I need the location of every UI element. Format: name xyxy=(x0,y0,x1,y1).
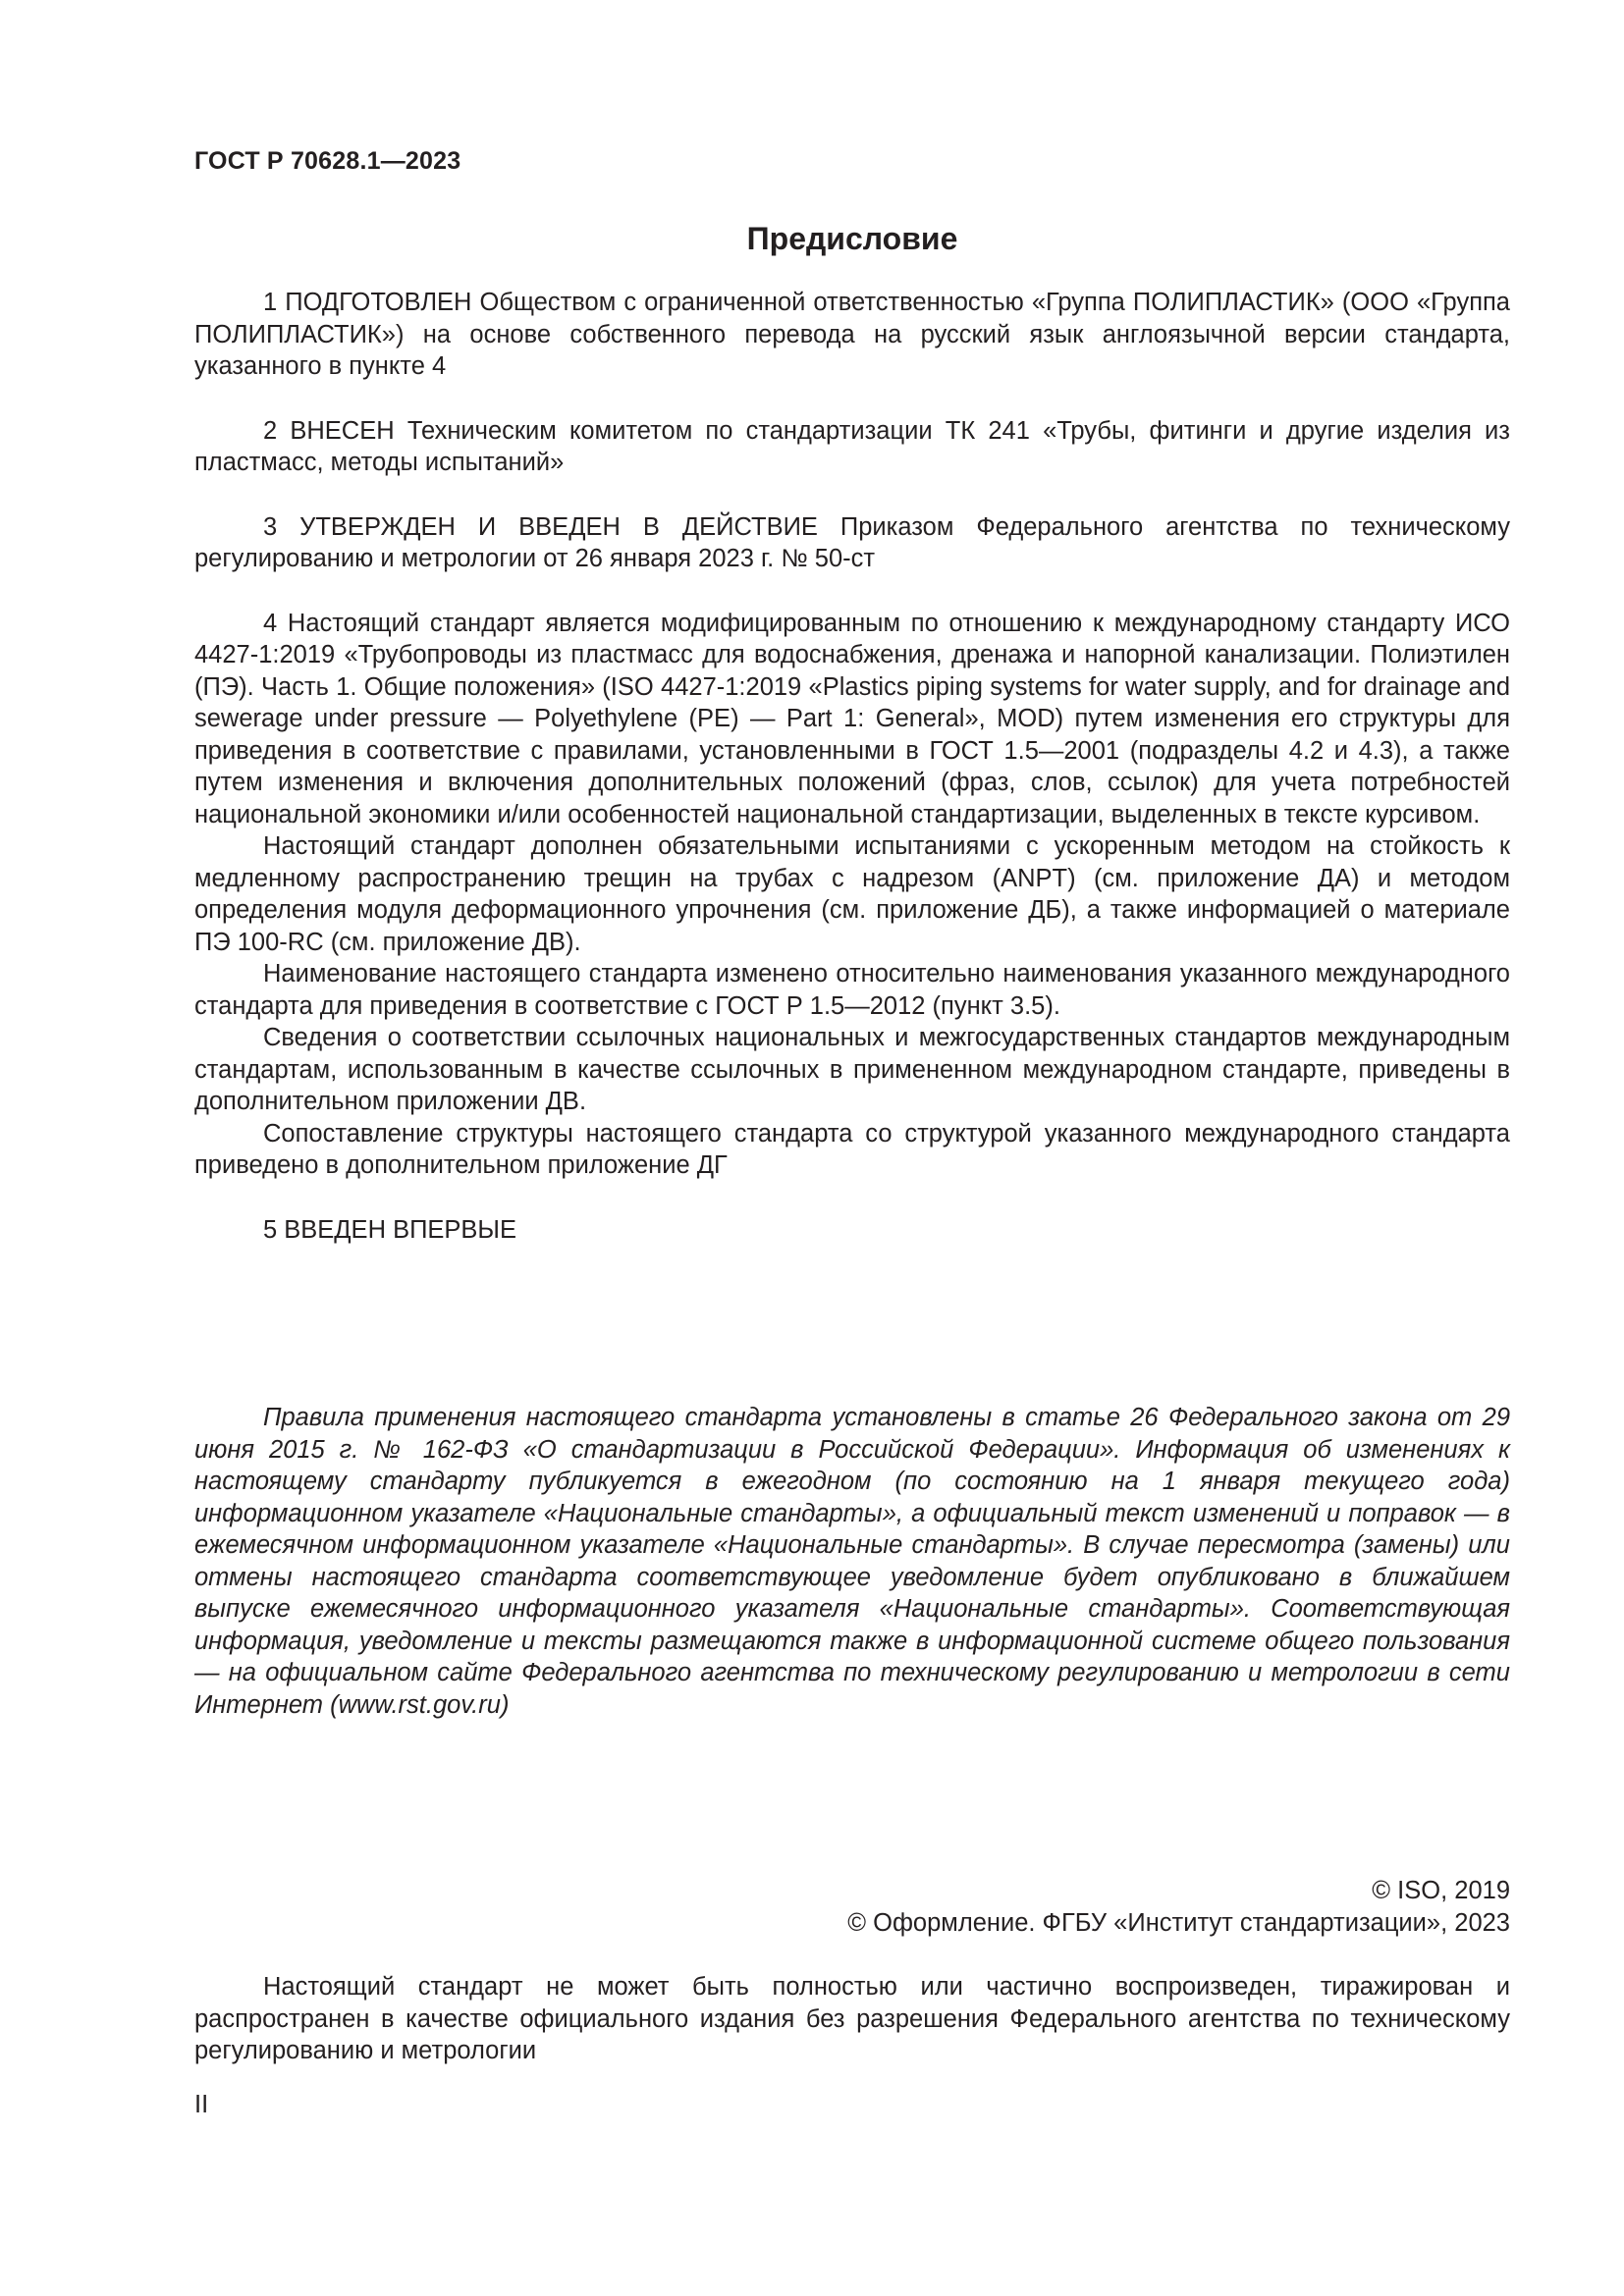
reproduction-notice-text: Настоящий стандарт не может быть полностью или частично воспроизведен, тиражирован и распространен в качестве официального издания без разрешения Федерального агентства по техническому регулированию и метрологии xyxy=(194,1973,1510,2064)
copyright-iso: © ISO, 2019 xyxy=(1372,1877,1510,1904)
foreword-item-3: 3 УТВЕРЖДЕН И ВВЕДЕН В ДЕЙСТВИЕ Приказом Федерального агентства по техническому регулированию и метрологии от 26 января 2023 г. № 50-ст xyxy=(194,512,1510,572)
foreword-item-1: 1 ПОДГОТОВЛЕН Обществом с ограниченной ответственностью «Группа ПОЛИПЛАСТИК» (ООО «Группа ПОЛИПЛАСТИК») на основе собственного перевода на русский язык англоязычной версии стандарта, указанного в пункте 4 xyxy=(194,289,1510,380)
reproduction-notice xyxy=(194,1971,1510,2067)
foreword-item-5: 5 ВВЕДЕН ВПЕРВЫЕ xyxy=(263,1215,517,1244)
foreword-item-4-supplement: Настоящий стандарт дополнен обязательными испытаниями с ускоренным методом на стойкость к медленному распространению трещин на трубах с надрезом (ANPT) (см. приложение ДА) и методом определения модуля деформационного упрочнения (см. приложение ДБ), а также информацией о материале ПЭ 100-RC (см. приложение ДВ). xyxy=(194,832,1510,956)
foreword-item-4-structure: Сопоставление структуры настоящего стандарта со структурой указанного международного стандарта приведено в дополнительном приложение ДГ xyxy=(194,1119,1510,1179)
foreword-item-4-title-change: Наименование настоящего стандарта изменено относительно наименования указанного международного стандарта для приведения в соответствие с ГОСТ Р 1.5—2012 (пункт 3.5). xyxy=(194,960,1510,1020)
copyright-block xyxy=(194,1875,1510,1939)
page-number: II xyxy=(194,2091,209,2118)
document-code: ГОСТ Р 70628.1—2023 xyxy=(194,147,461,175)
rules-note xyxy=(194,1402,1510,1721)
page-title: Предисловие xyxy=(746,221,958,256)
rules-note-text: Правила применения настоящего стандарта установлены в статье 26 Федерального закона от 29 июня 2015 г. № 162-ФЗ «О стандартизации в Российской Федерации». Информация об изменениях к настоящему стандарту публикуется в ежегодном (по состоянию на 1 января текущего года) информационном указателе «Национальные стандарты», а официальный текст изменений и поправок — в ежемесячном информационном указателе «Национальные стандарты». В случае пересмотра (замены) или отмены настоящего стандарта соответствующее уведомление будет опубликовано в ближайшем выпуске ежемесячного информационного указателя «Национальные стандарты». Соответствующая информация, уведомление и тексты размещаются также в информационной системе общего пользования — на официальном сайте Федерального агентства по техническому регулированию и метрологии в сети Интернет (www.rst.gov.ru) xyxy=(194,1404,1510,1719)
foreword-item-2: 2 ВНЕСЕН Техническим комитетом по стандартизации ТК 241 «Трубы, фитинги и другие изделия из пластмасс, методы испытаний» xyxy=(194,416,1510,476)
copyright-design: © Оформление. ФГБУ «Институт стандартизации», 2023 xyxy=(847,1908,1510,1937)
foreword-item-4-references: Сведения о соответствии ссылочных национальных и межгосударственных стандартов международным стандартам, использованным в качестве ссылочных в примененном международном стандарте, приведены в дополнительном приложении ДВ. xyxy=(194,1024,1510,1115)
foreword-body xyxy=(194,287,1510,1246)
foreword-item-4: 4 Настоящий стандарт является модифицированным по отношению к международному стандарту ИСО 4427-1:2019 «Трубопроводы из пластмасс для водоснабжения, дренажа и напорной канализации. Полиэтилен (ПЭ). Часть 1. Общие положения» (ISO 4427-1:2019 «Plastics piping systems for water supply, and for drainage and sewerage under pressure — Polyethylene (PE) — Part 1: General», MOD) путем изменения его структуры для приведения в соответствие с правилами, установленными в ГОСТ 1.5—2001 (подразделы 4.2 и 4.3), а также путем изменения и включения дополнительных положений (фраз, слов, ссылок) для учета потребностей национальной экономики и/или особенностей национальной стандартизации, выделенных в тексте курсивом. xyxy=(194,609,1510,828)
